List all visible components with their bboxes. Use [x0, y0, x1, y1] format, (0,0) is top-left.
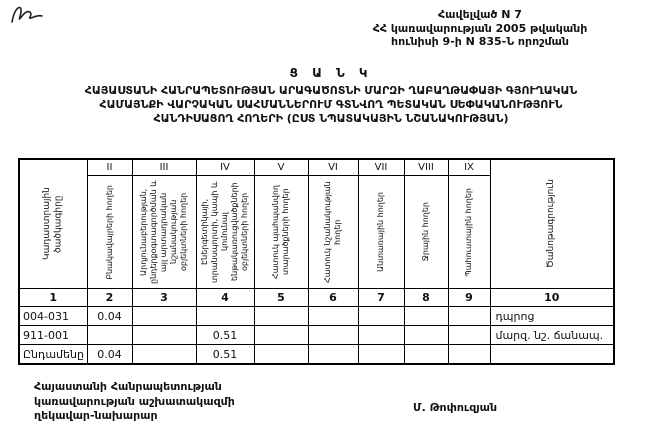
signature-name: Մ. Թոփուզյան: [413, 401, 498, 414]
cell-value: [448, 345, 490, 365]
cell-note: դպրոց: [490, 307, 614, 326]
cell-value: [358, 345, 404, 365]
cell-value: [254, 307, 308, 326]
title-line-2: ՀԱՄԱՅՆՔԻ ՎԱՐՉԱԿԱՆ ՍԱՀՄԱՆՆԵՐՈՒՄ ԳՏՆՎՈՂ ՊԵՏԱԿԱՆ ՍԵՓԱԿԱՆՈՒԹՅՈՒՆ: [99, 98, 563, 111]
cell-value: [404, 345, 448, 365]
column-number-9: 9: [448, 289, 490, 307]
cell-value: [358, 326, 404, 345]
cell-value: [448, 307, 490, 326]
appendix-block: [310, 8, 650, 49]
column-number-1: 1: [19, 289, 87, 307]
cell-value: [404, 326, 448, 345]
cell-value: 0.04: [87, 345, 132, 365]
cell-note: մարզ. նշ. ճանապ.: [490, 326, 614, 345]
column-numeral-V: V: [254, 159, 308, 176]
column-label-4: Էներգետիկայի, տրանսպորտի, կապի և կոմունալ ենթակառուցվածքների օբյեկտների հողեր: [200, 181, 249, 283]
column-numeral-IV: IV: [196, 159, 254, 176]
cell-value: [308, 326, 358, 345]
title-line-1: ՀԱՅԱՍՏԱՆԻ ՀԱՆՐԱՊԵՏՈՒԹՅԱՆ ԱՐԱԳԱԾՈՏՆԻ ՄԱՐԶԻ ՂԱԲԱՂԹԱՓԱՅԻ ԳՅՈՒՂԱԿԱՆ: [84, 84, 578, 97]
cell-value: 0.51: [196, 326, 254, 345]
appendix-line-3: հունիսի 9-ի N 835-Ն որոշման: [391, 35, 569, 48]
column-number-3: 3: [132, 289, 196, 307]
column-number-8: 8: [404, 289, 448, 307]
appendix-line-1: Հավելված N 7: [438, 8, 522, 21]
cell-note: [490, 345, 614, 365]
column-label-cell-9: [448, 176, 490, 289]
column-number-6: 6: [308, 289, 358, 307]
row-code: Ընդամենը: [19, 345, 87, 365]
cell-value: [132, 326, 196, 345]
note-header-cell: [490, 159, 614, 289]
column-numeral-VIII: VIII: [404, 159, 448, 176]
footer-line-1: Հայաստանի Հանրապետության: [34, 380, 222, 393]
column-label-5: Հատուկ պահպանվող տարածքների հողեր: [271, 185, 290, 279]
column-label-cell-4: [196, 176, 254, 289]
cell-value: [132, 345, 196, 365]
cell-value: [358, 307, 404, 326]
cell-value: [404, 307, 448, 326]
column-number-5: 5: [254, 289, 308, 307]
pen-scribble-icon: [6, 0, 50, 30]
column-numeral-VI: VI: [308, 159, 358, 176]
land-table: [18, 158, 615, 365]
cell-value: [87, 326, 132, 345]
column-label-cell-8: [404, 176, 448, 289]
column-numeral-III: III: [132, 159, 196, 176]
document-heading: Ց Ա Ն Կ: [289, 66, 373, 80]
column-numeral-IX: IX: [448, 159, 490, 176]
appendix-line-2: ՀՀ կառավարության 2005 թվականի: [372, 21, 588, 35]
column-label-2: Բնակավայրերի հողեր: [104, 184, 114, 280]
cell-value: [308, 345, 358, 365]
cell-value: 0.04: [87, 307, 132, 326]
table-row: [19, 345, 614, 365]
title-line-3: ՀԱՆԴԻՍԱՑՈՂ ՀՈՂԵՐԻ (ԸՍՏ ՆՊԱՏԱԿԱՅԻՆ ՆՇԱՆԱԿՈՒԹՅԱՆ): [153, 112, 509, 125]
column-numeral-VII: VII: [358, 159, 404, 176]
column-label-7: Անտառային հողեր: [376, 192, 385, 272]
corner-header-cell: [19, 159, 87, 289]
column-number-4: 4: [196, 289, 254, 307]
cell-value: [254, 326, 308, 345]
note-header-label: Ծանոթագրություն: [546, 179, 557, 269]
column-label-cell-5: [254, 176, 308, 289]
column-numeral-II: II: [87, 159, 132, 176]
column-label-6: Հատուկ նշանակության հողեր: [323, 181, 342, 283]
row-code: 004-031: [19, 307, 87, 326]
cell-value: [196, 307, 254, 326]
footer-line-2: կառավարության աշխատակազմի: [34, 394, 235, 408]
column-label-cell-2: [87, 176, 132, 289]
cell-value: [308, 307, 358, 326]
column-label-cell-6: [308, 176, 358, 289]
column-number-7: 7: [358, 289, 404, 307]
cell-value: [132, 307, 196, 326]
column-label-cell-3: [132, 176, 196, 289]
row-code: 911-001: [19, 326, 87, 345]
column-number-2: 2: [87, 289, 132, 307]
column-label-cell-7: [358, 176, 404, 289]
footer-line-3: ղեկավար-նախարար: [34, 409, 158, 422]
column-label-3: Արդյունաբերության, ընդերքօգտագործման և այլ արտադրական նշանակության օբյեկտների հողեր: [139, 180, 188, 284]
corner-header-label: Կադաստրային ծածկագիրը: [42, 187, 64, 261]
document-title: [0, 84, 662, 126]
column-number-10: 10: [490, 289, 614, 307]
column-label-8: Ջրային հողեր: [421, 202, 430, 262]
cell-value: 0.51: [196, 345, 254, 365]
table-row: [19, 307, 614, 326]
table-row: [19, 326, 614, 345]
cell-value: [448, 326, 490, 345]
cell-value: [254, 345, 308, 365]
footer-signatory-title: [34, 380, 235, 424]
column-label-9: Պահուստային հողեր: [464, 187, 473, 277]
